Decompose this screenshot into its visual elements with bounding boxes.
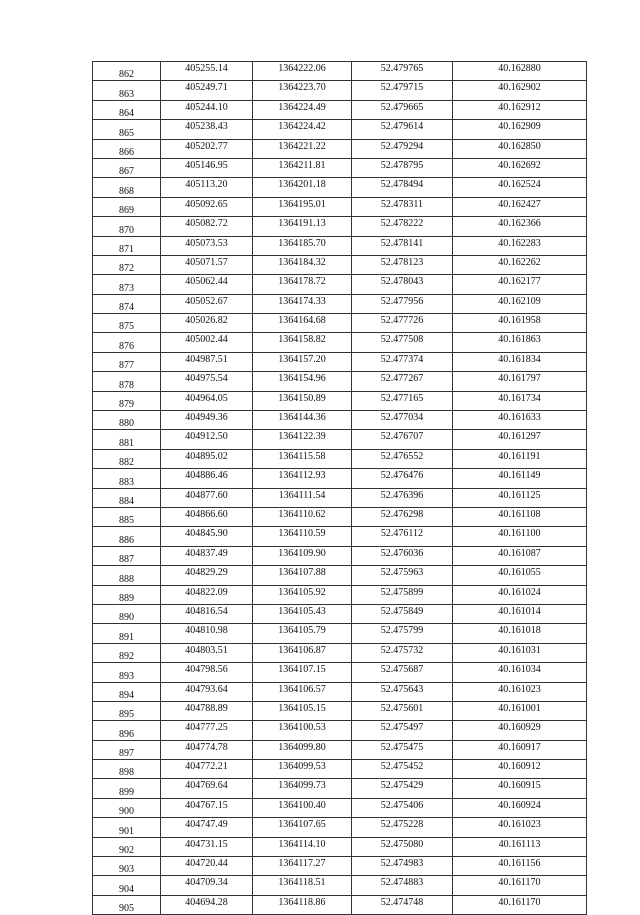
- latitude-cell: 40.162524: [453, 178, 587, 197]
- coordinate-y-cell: 1364211.81: [253, 158, 352, 177]
- latitude-cell: 40.161113: [453, 837, 587, 856]
- point-number-cell: 869: [93, 197, 161, 216]
- coordinate-x-cell: 404788.89: [161, 701, 253, 720]
- latitude-cell: 40.162366: [453, 217, 587, 236]
- coordinate-x-cell: 404810.98: [161, 624, 253, 643]
- longitude-cell: 52.476396: [352, 488, 453, 507]
- point-number-cell: 888: [93, 566, 161, 585]
- point-number-cell: 875: [93, 314, 161, 333]
- table-row: [93, 721, 587, 740]
- table-row: [93, 740, 587, 759]
- coordinate-y-cell: 1364195.01: [253, 197, 352, 216]
- table-row: [93, 100, 587, 119]
- coordinate-y-cell: 1364178.72: [253, 275, 352, 294]
- coordinate-y-cell: 1364110.59: [253, 527, 352, 546]
- table-row: [93, 449, 587, 468]
- latitude-cell: 40.161001: [453, 701, 587, 720]
- table-row: [93, 430, 587, 449]
- latitude-cell: 40.160915: [453, 779, 587, 798]
- coordinate-y-cell: 1364115.58: [253, 449, 352, 468]
- coordinate-x-cell: 405113.20: [161, 178, 253, 197]
- latitude-cell: 40.161031: [453, 643, 587, 662]
- coordinate-x-cell: 404837.49: [161, 546, 253, 565]
- point-number-cell: 881: [93, 430, 161, 449]
- coordinate-x-cell: 404747.49: [161, 818, 253, 837]
- coordinate-x-cell: 404845.90: [161, 527, 253, 546]
- coordinate-y-cell: 1364122.39: [253, 430, 352, 449]
- latitude-cell: 40.161023: [453, 818, 587, 837]
- latitude-cell: 40.161170: [453, 876, 587, 895]
- table-row: [93, 314, 587, 333]
- longitude-cell: 52.478123: [352, 255, 453, 274]
- point-number-cell: 866: [93, 139, 161, 158]
- coordinate-x-cell: 405244.10: [161, 100, 253, 119]
- latitude-cell: 40.160929: [453, 721, 587, 740]
- coordinate-y-cell: 1364191.13: [253, 217, 352, 236]
- table-row: [93, 760, 587, 779]
- coordinate-y-cell: 1364106.87: [253, 643, 352, 662]
- table-row: [93, 798, 587, 817]
- coordinate-y-cell: 1364184.32: [253, 255, 352, 274]
- coordinate-y-cell: 1364105.92: [253, 585, 352, 604]
- point-number-cell: 880: [93, 411, 161, 430]
- coordinate-y-cell: 1364099.53: [253, 760, 352, 779]
- latitude-cell: 40.161018: [453, 624, 587, 643]
- coordinate-y-cell: 1364144.36: [253, 411, 352, 430]
- point-number-cell: 867: [93, 158, 161, 177]
- coordinate-y-cell: 1364111.54: [253, 488, 352, 507]
- latitude-cell: 40.161156: [453, 857, 587, 876]
- table-row: [93, 779, 587, 798]
- longitude-cell: 52.479665: [352, 100, 453, 119]
- latitude-cell: 40.162912: [453, 100, 587, 119]
- coordinate-x-cell: 405146.95: [161, 158, 253, 177]
- latitude-cell: 40.161023: [453, 682, 587, 701]
- coordinate-x-cell: 405249.71: [161, 81, 253, 100]
- latitude-cell: 40.161014: [453, 604, 587, 623]
- coordinate-x-cell: 404822.09: [161, 585, 253, 604]
- coordinate-x-cell: 404793.64: [161, 682, 253, 701]
- coordinate-x-cell: 405071.57: [161, 255, 253, 274]
- longitude-cell: 52.475452: [352, 760, 453, 779]
- point-number-cell: 863: [93, 81, 161, 100]
- latitude-cell: 40.161024: [453, 585, 587, 604]
- latitude-cell: 40.162850: [453, 139, 587, 158]
- latitude-cell: 40.162902: [453, 81, 587, 100]
- latitude-cell: 40.162692: [453, 158, 587, 177]
- table-row: [93, 294, 587, 313]
- coordinate-x-cell: 405073.53: [161, 236, 253, 255]
- coordinate-x-cell: 404803.51: [161, 643, 253, 662]
- point-number-cell: 898: [93, 760, 161, 779]
- point-number-cell: 899: [93, 779, 161, 798]
- longitude-cell: 52.475497: [352, 721, 453, 740]
- longitude-cell: 52.475899: [352, 585, 453, 604]
- longitude-cell: 52.475687: [352, 663, 453, 682]
- latitude-cell: 40.162909: [453, 120, 587, 139]
- coordinate-x-cell: 405092.65: [161, 197, 253, 216]
- point-number-cell: 879: [93, 391, 161, 410]
- table-row: [93, 120, 587, 139]
- point-number-cell: 870: [93, 217, 161, 236]
- coordinate-y-cell: 1364105.15: [253, 701, 352, 720]
- table-row: [93, 275, 587, 294]
- longitude-cell: 52.476298: [352, 507, 453, 526]
- latitude-cell: 40.161100: [453, 527, 587, 546]
- coordinate-y-cell: 1364223.70: [253, 81, 352, 100]
- table-row: [93, 352, 587, 371]
- coordinate-y-cell: 1364221.22: [253, 139, 352, 158]
- longitude-cell: 52.479765: [352, 62, 453, 81]
- coordinate-y-cell: 1364118.86: [253, 895, 352, 914]
- coordinate-x-cell: 405026.82: [161, 314, 253, 333]
- coordinate-x-cell: 404964.05: [161, 391, 253, 410]
- longitude-cell: 52.478043: [352, 275, 453, 294]
- table-row: [93, 411, 587, 430]
- coordinate-x-cell: 404777.25: [161, 721, 253, 740]
- point-number-cell: 864: [93, 100, 161, 119]
- longitude-cell: 52.475475: [352, 740, 453, 759]
- longitude-cell: 52.477034: [352, 411, 453, 430]
- coordinate-x-cell: 404877.60: [161, 488, 253, 507]
- coordinate-x-cell: 405062.44: [161, 275, 253, 294]
- table-row: [93, 663, 587, 682]
- point-number-cell: 883: [93, 469, 161, 488]
- table-row: [93, 507, 587, 526]
- latitude-cell: 40.160912: [453, 760, 587, 779]
- point-number-cell: 886: [93, 527, 161, 546]
- longitude-cell: 52.477165: [352, 391, 453, 410]
- coordinate-y-cell: 1364224.42: [253, 120, 352, 139]
- coordinate-y-cell: 1364154.96: [253, 372, 352, 391]
- coordinate-y-cell: 1364164.68: [253, 314, 352, 333]
- longitude-cell: 52.475963: [352, 566, 453, 585]
- coordinate-y-cell: 1364201.18: [253, 178, 352, 197]
- longitude-cell: 52.478141: [352, 236, 453, 255]
- point-number-cell: 873: [93, 275, 161, 294]
- coordinates-table: [92, 61, 587, 915]
- longitude-cell: 52.477374: [352, 352, 453, 371]
- coordinate-x-cell: 404975.54: [161, 372, 253, 391]
- table-row: [93, 62, 587, 81]
- coordinate-x-cell: 405255.14: [161, 62, 253, 81]
- coordinate-y-cell: 1364150.89: [253, 391, 352, 410]
- coordinate-y-cell: 1364185.70: [253, 236, 352, 255]
- point-number-cell: 893: [93, 663, 161, 682]
- point-number-cell: 871: [93, 236, 161, 255]
- table-row: [93, 527, 587, 546]
- latitude-cell: 40.161834: [453, 352, 587, 371]
- coordinate-y-cell: 1364174.33: [253, 294, 352, 313]
- coordinate-x-cell: 404895.02: [161, 449, 253, 468]
- point-number-cell: 904: [93, 876, 161, 895]
- longitude-cell: 52.476036: [352, 546, 453, 565]
- coordinate-x-cell: 405052.67: [161, 294, 253, 313]
- coordinate-x-cell: 404769.64: [161, 779, 253, 798]
- longitude-cell: 52.475799: [352, 624, 453, 643]
- coordinate-x-cell: 404816.54: [161, 604, 253, 623]
- point-number-cell: 884: [93, 488, 161, 507]
- coordinate-y-cell: 1364105.79: [253, 624, 352, 643]
- latitude-cell: 40.161125: [453, 488, 587, 507]
- latitude-cell: 40.161149: [453, 469, 587, 488]
- longitude-cell: 52.477956: [352, 294, 453, 313]
- point-number-cell: 890: [93, 604, 161, 623]
- point-number-cell: 901: [93, 818, 161, 837]
- longitude-cell: 52.475080: [352, 837, 453, 856]
- point-number-cell: 889: [93, 585, 161, 604]
- table-row: [93, 178, 587, 197]
- coordinate-y-cell: 1364107.65: [253, 818, 352, 837]
- coordinate-y-cell: 1364100.53: [253, 721, 352, 740]
- longitude-cell: 52.475601: [352, 701, 453, 720]
- coordinate-x-cell: 404694.28: [161, 895, 253, 914]
- table-row: [93, 158, 587, 177]
- coordinate-x-cell: 404772.21: [161, 760, 253, 779]
- latitude-cell: 40.161191: [453, 449, 587, 468]
- latitude-cell: 40.162283: [453, 236, 587, 255]
- coordinate-y-cell: 1364112.93: [253, 469, 352, 488]
- table-row: [93, 566, 587, 585]
- coordinate-x-cell: 404912.50: [161, 430, 253, 449]
- point-number-cell: 891: [93, 624, 161, 643]
- latitude-cell: 40.162177: [453, 275, 587, 294]
- latitude-cell: 40.161034: [453, 663, 587, 682]
- longitude-cell: 52.474748: [352, 895, 453, 914]
- latitude-cell: 40.162880: [453, 62, 587, 81]
- longitude-cell: 52.475429: [352, 779, 453, 798]
- table-row: [93, 876, 587, 895]
- longitude-cell: 52.479715: [352, 81, 453, 100]
- coordinate-y-cell: 1364105.43: [253, 604, 352, 623]
- longitude-cell: 52.475849: [352, 604, 453, 623]
- latitude-cell: 40.161170: [453, 895, 587, 914]
- table-row: [93, 837, 587, 856]
- point-number-cell: 876: [93, 333, 161, 352]
- longitude-cell: 52.476476: [352, 469, 453, 488]
- table-row: [93, 217, 587, 236]
- coordinate-x-cell: 404866.60: [161, 507, 253, 526]
- table-row: [93, 488, 587, 507]
- point-number-cell: 874: [93, 294, 161, 313]
- coordinate-y-cell: 1364099.73: [253, 779, 352, 798]
- latitude-cell: 40.162427: [453, 197, 587, 216]
- table-row: [93, 236, 587, 255]
- latitude-cell: 40.161108: [453, 507, 587, 526]
- longitude-cell: 52.476112: [352, 527, 453, 546]
- coordinate-x-cell: 405082.72: [161, 217, 253, 236]
- coordinate-x-cell: 404720.44: [161, 857, 253, 876]
- table-row: [93, 197, 587, 216]
- latitude-cell: 40.161055: [453, 566, 587, 585]
- coordinate-y-cell: 1364107.88: [253, 566, 352, 585]
- longitude-cell: 52.475406: [352, 798, 453, 817]
- point-number-cell: 897: [93, 740, 161, 759]
- latitude-cell: 40.161863: [453, 333, 587, 352]
- coordinate-y-cell: 1364099.80: [253, 740, 352, 759]
- point-number-cell: 872: [93, 255, 161, 274]
- longitude-cell: 52.478494: [352, 178, 453, 197]
- coordinates-table-body: [93, 62, 587, 915]
- longitude-cell: 52.475228: [352, 818, 453, 837]
- longitude-cell: 52.475643: [352, 682, 453, 701]
- latitude-cell: 40.161297: [453, 430, 587, 449]
- longitude-cell: 52.475732: [352, 643, 453, 662]
- table-row: [93, 682, 587, 701]
- table-row: [93, 333, 587, 352]
- point-number-cell: 894: [93, 682, 161, 701]
- table-row: [93, 391, 587, 410]
- coordinate-x-cell: 404731.15: [161, 837, 253, 856]
- point-number-cell: 895: [93, 701, 161, 720]
- point-number-cell: 877: [93, 352, 161, 371]
- table-row: [93, 701, 587, 720]
- point-number-cell: 882: [93, 449, 161, 468]
- coordinate-x-cell: 404829.29: [161, 566, 253, 585]
- coordinate-y-cell: 1364110.62: [253, 507, 352, 526]
- coordinate-y-cell: 1364107.15: [253, 663, 352, 682]
- latitude-cell: 40.162262: [453, 255, 587, 274]
- point-number-cell: 902: [93, 837, 161, 856]
- coordinate-x-cell: 405002.44: [161, 333, 253, 352]
- coordinate-x-cell: 404774.78: [161, 740, 253, 759]
- longitude-cell: 52.474883: [352, 876, 453, 895]
- coordinate-x-cell: 404709.34: [161, 876, 253, 895]
- coordinate-y-cell: 1364114.10: [253, 837, 352, 856]
- coordinate-y-cell: 1364106.57: [253, 682, 352, 701]
- table-row: [93, 372, 587, 391]
- point-number-cell: 862: [93, 62, 161, 81]
- table-row: [93, 469, 587, 488]
- table-row: [93, 585, 587, 604]
- table-row: [93, 643, 587, 662]
- coordinate-y-cell: 1364222.06: [253, 62, 352, 81]
- latitude-cell: 40.161633: [453, 411, 587, 430]
- point-number-cell: 885: [93, 507, 161, 526]
- point-number-cell: 892: [93, 643, 161, 662]
- coordinate-y-cell: 1364118.51: [253, 876, 352, 895]
- longitude-cell: 52.479614: [352, 120, 453, 139]
- longitude-cell: 52.479294: [352, 139, 453, 158]
- point-number-cell: 868: [93, 178, 161, 197]
- point-number-cell: 878: [93, 372, 161, 391]
- coordinate-y-cell: 1364100.40: [253, 798, 352, 817]
- longitude-cell: 52.474983: [352, 857, 453, 876]
- point-number-cell: 905: [93, 895, 161, 914]
- coordinate-y-cell: 1364158.82: [253, 333, 352, 352]
- latitude-cell: 40.161958: [453, 314, 587, 333]
- latitude-cell: 40.162109: [453, 294, 587, 313]
- longitude-cell: 52.477726: [352, 314, 453, 333]
- longitude-cell: 52.478222: [352, 217, 453, 236]
- coordinate-x-cell: 405238.43: [161, 120, 253, 139]
- longitude-cell: 52.476552: [352, 449, 453, 468]
- longitude-cell: 52.477508: [352, 333, 453, 352]
- table-row: [93, 857, 587, 876]
- table-row: [93, 624, 587, 643]
- coordinate-x-cell: 404767.15: [161, 798, 253, 817]
- table-row: [93, 546, 587, 565]
- longitude-cell: 52.478795: [352, 158, 453, 177]
- point-number-cell: 900: [93, 798, 161, 817]
- table-row: [93, 818, 587, 837]
- latitude-cell: 40.160917: [453, 740, 587, 759]
- table-row: [93, 139, 587, 158]
- latitude-cell: 40.161797: [453, 372, 587, 391]
- table-row: [93, 604, 587, 623]
- coordinate-x-cell: 405202.77: [161, 139, 253, 158]
- table-row: [93, 81, 587, 100]
- coordinate-x-cell: 404949.36: [161, 411, 253, 430]
- longitude-cell: 52.478311: [352, 197, 453, 216]
- coordinate-y-cell: 1364117.27: [253, 857, 352, 876]
- coordinate-x-cell: 404987.51: [161, 352, 253, 371]
- table-row: [93, 255, 587, 274]
- coordinate-x-cell: 404798.56: [161, 663, 253, 682]
- point-number-cell: 887: [93, 546, 161, 565]
- latitude-cell: 40.161734: [453, 391, 587, 410]
- latitude-cell: 40.160924: [453, 798, 587, 817]
- latitude-cell: 40.161087: [453, 546, 587, 565]
- point-number-cell: 865: [93, 120, 161, 139]
- coordinate-y-cell: 1364224.49: [253, 100, 352, 119]
- coordinate-y-cell: 1364109.90: [253, 546, 352, 565]
- coordinate-x-cell: 404886.46: [161, 469, 253, 488]
- point-number-cell: 903: [93, 857, 161, 876]
- longitude-cell: 52.476707: [352, 430, 453, 449]
- coordinate-y-cell: 1364157.20: [253, 352, 352, 371]
- point-number-cell: 896: [93, 721, 161, 740]
- longitude-cell: 52.477267: [352, 372, 453, 391]
